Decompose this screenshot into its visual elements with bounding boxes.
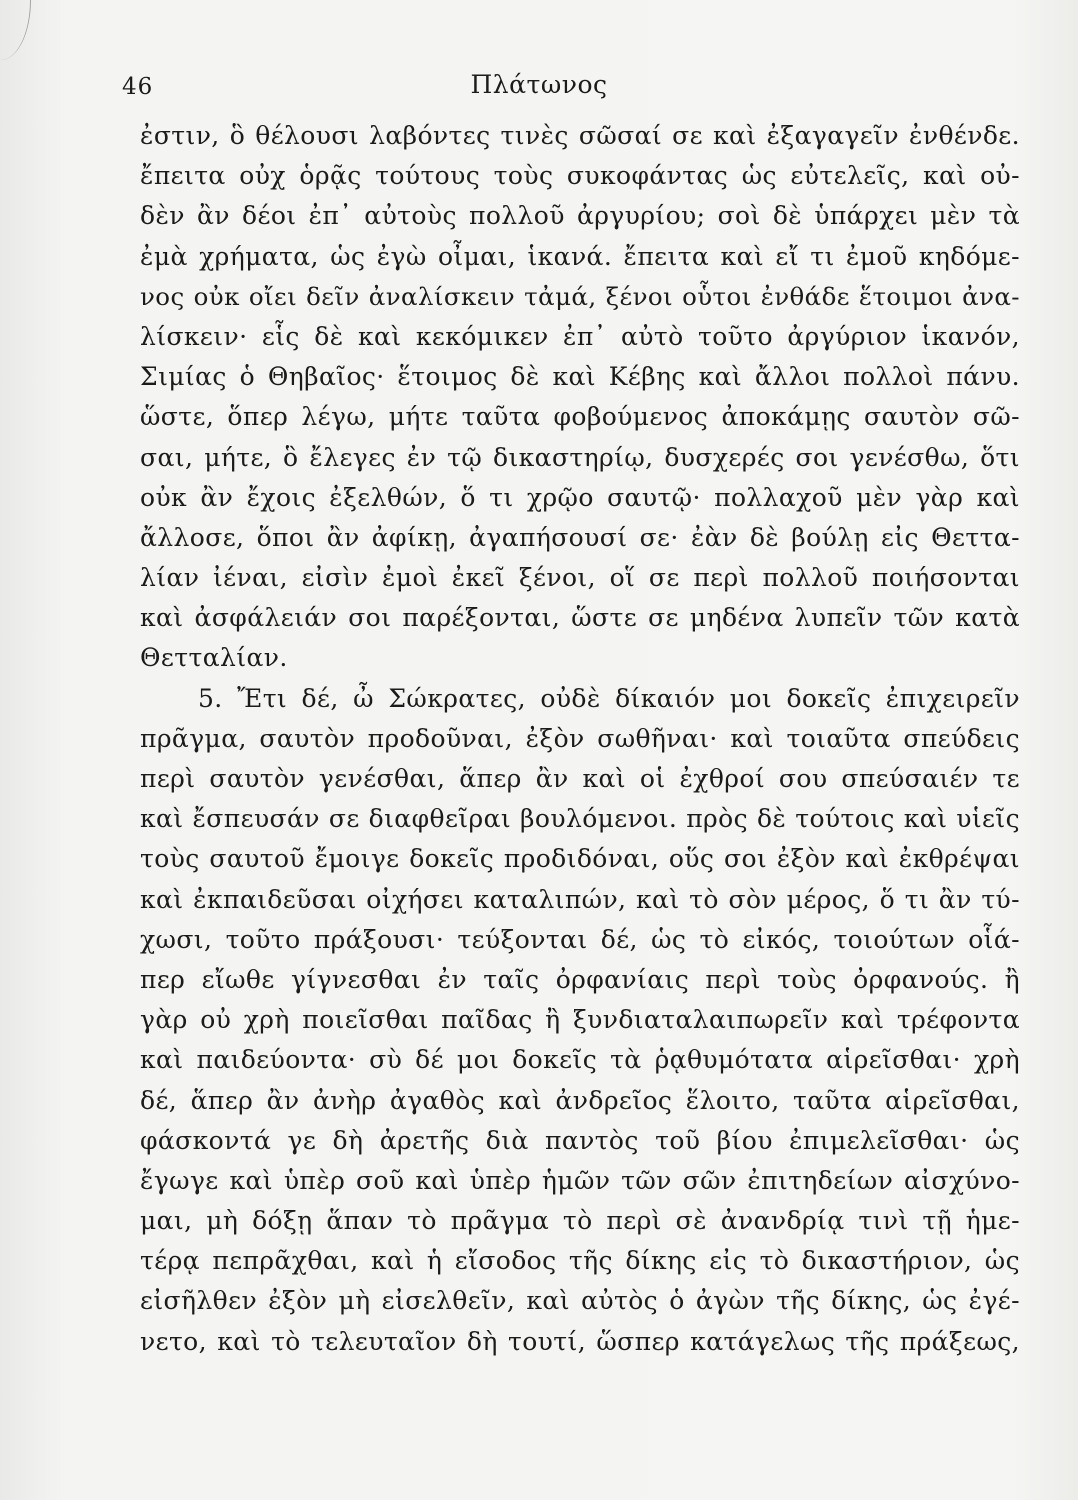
text-line: καὶ παιδεύοντα· σὺ δέ μοι δοκεῖς τὰ ῥᾳθυμότατα αἱρεῖσθαι· χρὴ [140, 1045, 1020, 1075]
text-line: ἐμὰ χρήματα, ὡς ἐγὼ οἶμαι, ἱκανά. ἔπειτα καὶ εἴ τι ἐμοῦ κηδόμε- [140, 241, 1020, 271]
text-line: οὐκ ἂν ἔχοις ἐξελθών, ὅ τι χρῷο σαυτῷ· πολλαχοῦ μὲν γὰρ καὶ [140, 482, 1020, 512]
text-line: εἰσῆλθεν ἐξὸν μὴ εἰσελθεῖν, καὶ αὐτὸς ὁ ἀγὼν τῆς δίκης, ὡς ἐγέ- [140, 1286, 1020, 1316]
page-number: 46 [122, 74, 154, 100]
text-line: Σιμίας ὁ Θηβαῖος· ἕτοιμος δὲ καὶ Κέβης καὶ ἄλλοι πολλοὶ πάνυ. [140, 362, 1020, 392]
text-line: ἐστιν, ὃ θέλουσι λαβόντες τινὲς σῶσαί σε καὶ ἐξαγαγεῖν ἐνθένδε. [140, 121, 1020, 150]
text-line: τέρᾳ πεπρᾶχθαι, καὶ ἡ εἴσοδος τῆς δίκης εἰς τὸ δικαστήριον, ὡς [140, 1246, 1020, 1276]
page-header [0, 66, 1078, 106]
text-line: σαι, μήτε, ὃ ἔλεγες ἐν τῷ δικαστηρίῳ, δυσχερές σοι γενέσθω, ὅτι [140, 442, 1020, 472]
text-line: δέ, ἅπερ ἂν ἀνὴρ ἀγαθὸς καὶ ἀνδρεῖος ἕλοιτο, ταῦτα αἱρεῖσθαι, [140, 1085, 1020, 1115]
text-line: καὶ ἔσπευσάν σε διαφθεῖραι βουλόμενοι. πρὸς δὲ τούτοις καὶ υἱεῖς [140, 804, 1020, 834]
text-line: πρᾶγμα, σαυτὸν προδοῦναι, ἐξὸν σωθῆναι· καὶ τοιαῦτα σπεύδεις [140, 723, 1020, 753]
text-line: νος οὐκ οἴει δεῖν ἀναλίσκειν τἀμά, ξένοι οὗτοι ἐνθάδε ἕτοιμοι ἀνα- [140, 281, 1020, 311]
text-line: τοὺς σαυτοῦ ἔμοιγε δοκεῖς προδιδόναι, οὕς σοι ἐξὸν καὶ ἐκθρέψαι [140, 844, 1020, 874]
text-line: γὰρ οὐ χρὴ ποιεῖσθαι παῖδας ἢ ξυνδιαταλαιπωρεῖν καὶ τρέφοντα [140, 1005, 1020, 1035]
text-line: ἔγωγε καὶ ὑπὲρ σοῦ καὶ ὑπὲρ ἡμῶν τῶν σῶν ἐπιτηδείων αἰσχύνο- [140, 1165, 1020, 1195]
page-corner-mark [0, 0, 31, 60]
text-line: λίαν ἰέναι, εἰσὶν ἐμοὶ ἐκεῖ ξένοι, οἵ σε περὶ πολλοῦ ποιήσονται [140, 563, 1020, 593]
text-line: λίσκειν· εἷς δὲ καὶ κεκόμικεν ἐπ᾽ αὐτὸ τοῦτο ἀργύριον ἱκανόν, [140, 321, 1020, 351]
text-line: ἄλλοσε, ὅποι ἂν ἀφίκῃ, ἀγαπήσουσί σε· ἐὰν δὲ βούλῃ εἰς Θεττα- [140, 522, 1020, 552]
text-line: μαι, μὴ δόξῃ ἅπαν τὸ πρᾶγμα τὸ περὶ σὲ ἀνανδρίᾳ τινὶ τῇ ἡμε- [140, 1206, 1020, 1236]
text-line: Θετταλίαν. [140, 643, 288, 673]
text-line: χωσι, τοῦτο πράξουσι· τεύξονται δέ, ὡς τὸ εἰκός, τοιούτων οἷά- [140, 924, 1020, 954]
text-line: καὶ ἐκπαιδεῦσαι οἰχήσει καταλιπών, καὶ τὸ σὸν μέρος, ὅ τι ἂν τύ- [140, 884, 1020, 914]
section-start-line: 5. Ἔτι δέ, ὦ Σώκρατες, οὐδὲ δίκαιόν μοι δοκεῖς ἐπιχειρεῖν [198, 683, 1020, 713]
body-text [140, 116, 1020, 1362]
text-line: καὶ ἀσφάλειάν σοι παρέξονται, ὥστε σε μηδένα λυπεῖν τῶν κατὰ [140, 603, 1020, 633]
running-title: Πλάτωνος [470, 70, 608, 99]
text-line: ἔπειτα οὐχ ὁρᾷς τούτους τοὺς συκοφάντας ὡς εὐτελεῖς, καὶ οὐ- [140, 161, 1020, 191]
text-line: νετο, καὶ τὸ τελευταῖον δὴ τουτί, ὥσπερ κατάγελως τῆς πράξεως, [140, 1326, 1020, 1356]
text-line: ὥστε, ὅπερ λέγω, μήτε ταῦτα φοβούμενος ἀποκάμῃς σαυτὸν σῶ- [140, 402, 1020, 432]
text-line: περ εἴωθε γίγνεσθαι ἐν ταῖς ὀρφανίαις περὶ τοὺς ὀρφανούς. ἢ [140, 964, 1020, 994]
text-line: περὶ σαυτὸν γενέσθαι, ἅπερ ἂν καὶ οἱ ἐχθροί σου σπεύσαιέν τε [140, 764, 1020, 793]
text-line: φάσκοντά γε δὴ ἀρετῆς διὰ παντὸς τοῦ βίου ἐπιμελεῖσθαι· ὡς [140, 1125, 1020, 1155]
text-line: δὲν ἂν δέοι ἐπ᾽ αὐτοὺς πολλοῦ ἀργυρίου; σοὶ δὲ ὑπάρχει μὲν τὰ [140, 201, 1020, 231]
